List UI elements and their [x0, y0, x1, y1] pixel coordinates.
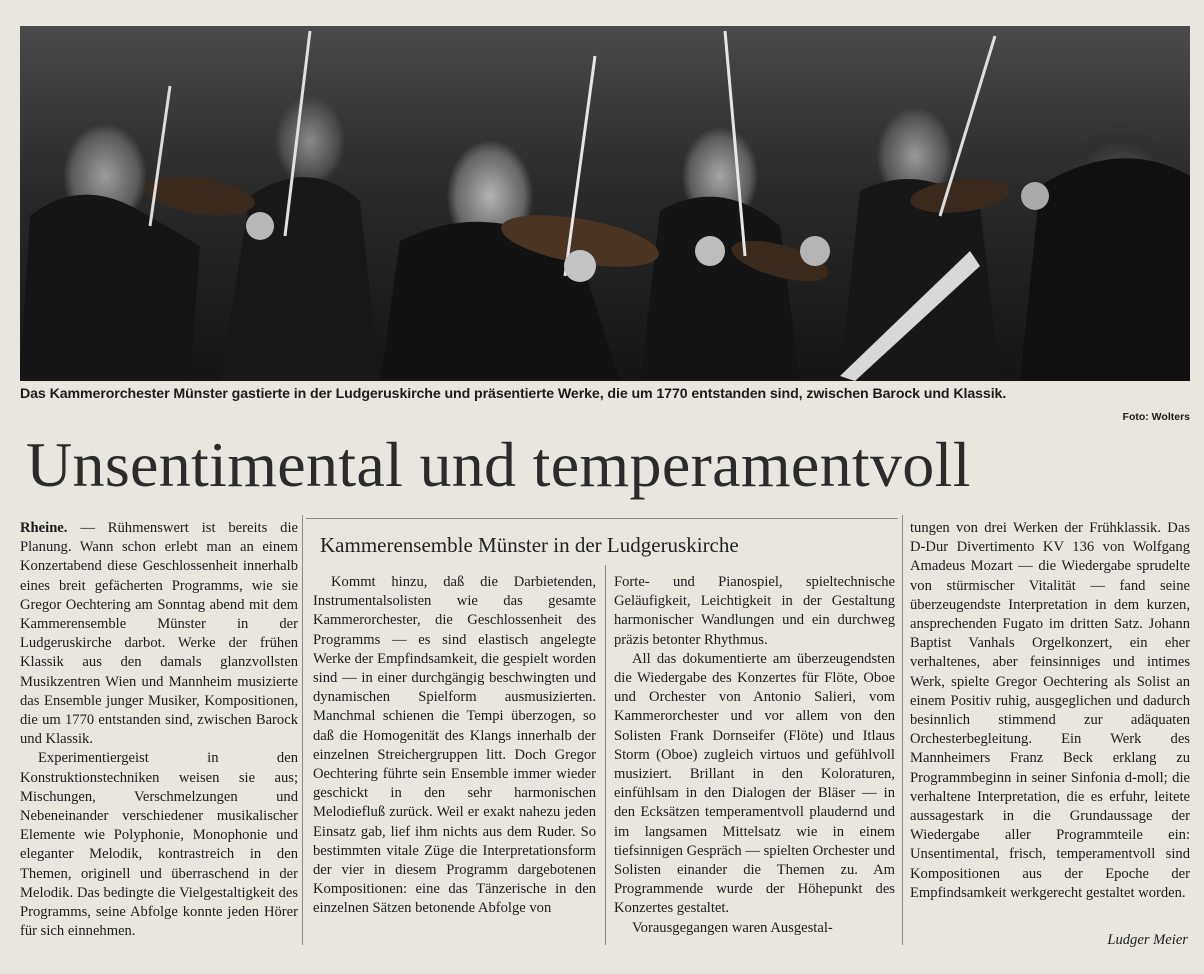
author-byline: Ludger Meier — [1107, 932, 1188, 948]
photo-credit: Foto: Wolters — [1122, 411, 1190, 423]
paragraph-text: — Rühmenswert ist bereits die Planung. Wann schon erlebt man an einem Konzertabend diese Geschlossenheit innerhalb eines breit gefächerten Programms, wie sie Gregor Oechtering am Sonntag abend mit dem Kammerensemble Münster in der Ludgeruskirche darbot. Werke der frühen Klassik aus den damals glanzvollsten Musikzentren Wien und Mannheim musizierte das Ensemble junger Musiker, Kompositionen, die um 1770 entstanden sind, zwischen Barock und Klassik. — [20, 520, 298, 748]
paragraph: Experimentiergeist in den Konstruktionstechniken weisen sie aus; Mischungen, Verschmelzungen und Nebeneinander verschiedener musikalischer Elemente wie Polyphonie, Monophonie und eleganter Melodik, kontrastreich in den Themen, originell und überraschend in der Melodik. Das bedingte die Vielgestaltigkeit des Programms, seine Abfolge konnte jeden Hörer für sich einnehmen. — [20, 750, 298, 940]
subheadline: Kammerensemble Münster in der Ludgeruskirche — [320, 533, 739, 557]
paragraph: All das dokumentierte am überzeugendsten die Wiedergabe des Konzertes für Flöte, Oboe und Orchester von Antonio Salieri, vom Kammerorchester und vor allem von den Solisten Frank Dornseifer (Flöte) und Itlaus Storm (Oboe) zugleich virtuos und gefühlvoll musiziert. Brillant in den Koloraturen, einfühlsam in den Dialogen der Bläser — in den Ecksätzen temperamentvoll plaudernd und im langsamen Mittelsatz wie in einem tiefsinnigen Gespräch — spielten Orchester und Solisten einander die Themen zu. Am Programmende wurde der Höhepunkt des Konzertes gestaltet. — [614, 650, 895, 917]
photo-illustration-icon — [20, 26, 1190, 381]
orchestra-photo — [20, 26, 1190, 381]
paragraph: Forte- und Pianospiel, spieltechnische Geläufigkeit, Leichtigkeit in der Gestaltung harmonischer Wandlungen und ein durchweg präzis betonter Rhythmus. — [614, 574, 895, 648]
article-column-3 — [614, 573, 895, 938]
photo-caption: Das Kammerorchester Münster gastierte in der Ludgeruskirche und präsentierte Werke, die um 1770 entstanden sind, zwischen Barock und Klassik. — [20, 386, 1007, 402]
column-rule — [902, 515, 903, 945]
subhead-top-rule — [306, 518, 898, 519]
article-column-2 — [313, 573, 596, 919]
article-column-1 — [20, 519, 298, 941]
article-column-4 — [910, 519, 1190, 903]
column-rule — [605, 565, 606, 945]
paragraph: Kommt hinzu, daß die Darbietenden, Instrumentalsolisten wie das gesamte Kammerorchester, die Geschlossenheit des Programms — es sind elastisch angelegte Werke der Empfindsamkeit, die gespielt worden sind — in einer durchgängig beschwingten und dynamischen Spielform ausmusizierten. Manchmal schienen die Tempi überzogen, so daß die Homogenität des Klangs innerhalb der einzelnen Streichergruppen litt. Doch Gregor Oechtering führte sein Ensemble immer wieder geschickt in den sehr harmonischen Melodiefluß zurück. Weil er exakt nahezu jeden Einsatz gab, lief ihm nichts aus dem Ruder. So bestimmten vitale Züge die Interpretationsform der vier in diesem Programm dargebotenen Kompositionen: eine das Tänzerische in den einzelnen Sätzen betonende Abfolge von — [313, 574, 596, 917]
dateline: Rheine. — [20, 520, 68, 536]
paragraph — [20, 519, 298, 749]
paragraph: Vorausgegangen waren Ausgestal- — [632, 919, 833, 936]
paragraph: tungen von drei Werken der Frühklassik. Das D-Dur Divertimento KV 136 von Wolfgang Amadeus Mozart — die Wiedergabe sprudelte von stürmischer Vitalität — fand seine überzeugendste Interpretation in dem kurzen, ansprechenden Fugato im dritten Satz. Johann Baptist Vanhals Orgelkonzert, ein eher verhaltenes, aber feinsinniges und intimes Werk, spielte Gregor Oechtering als Solist an einem Positiv ruhig, ausgeglichen und dadurch besinnlich stimmend zur adäquaten Orchesterbegleitung. Ein Werk des Mannheimers Franz Beck erklang zu Programmbeginn in seiner Sinfonia d-moll; die verhaltene Interpretation, die es erfuhr, leitete aussagestark in die Grundaussage der Wiedergabe aller Programmteile ein: Unsentimental, frisch, temperamentvoll sind Kompositionen aus der Epoche der Empfindsamkeit werkgerecht gestaltet worden. — [910, 520, 1190, 901]
headline: Unsentimental und temperamentvoll — [26, 429, 971, 500]
column-rule — [302, 515, 303, 945]
